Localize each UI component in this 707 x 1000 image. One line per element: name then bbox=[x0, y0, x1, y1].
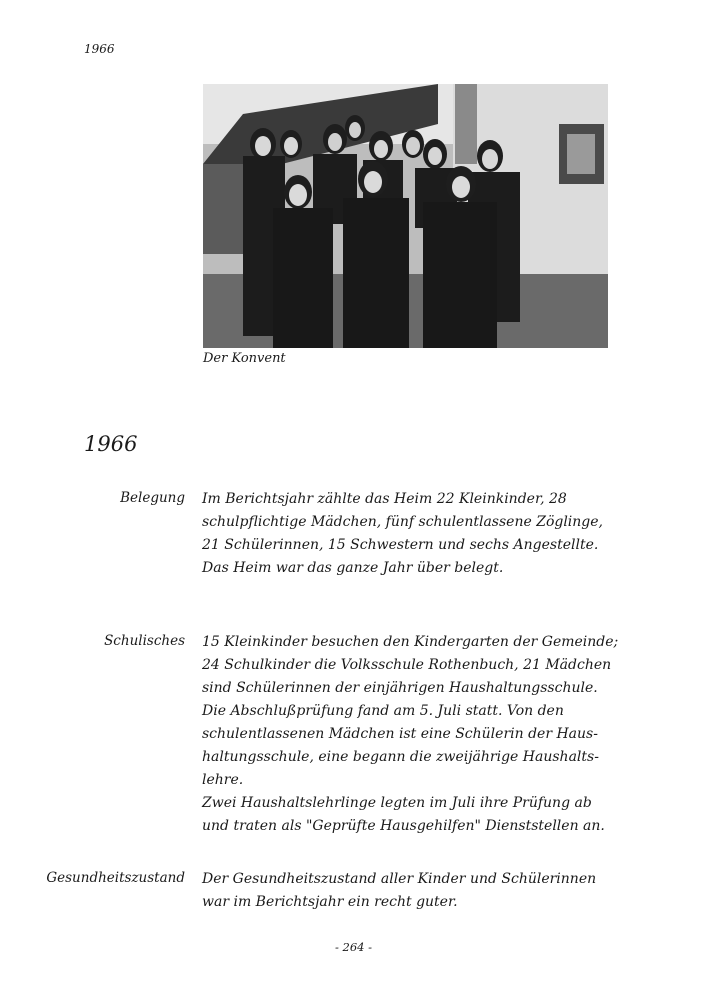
text-line: schulentlassenen Mädchen ist eine Schülerin der Haus- bbox=[202, 726, 598, 742]
convent-group-photo bbox=[203, 84, 608, 348]
text-line: haltungsschule, eine begann die zweijährige Haushalts- bbox=[202, 749, 599, 765]
photo-caption: Der Konvent bbox=[203, 351, 286, 366]
text-line: Im Berichtsjahr zählte das Heim 22 Kleinkinder, 28 bbox=[202, 491, 567, 507]
text-line: Das Heim war das ganze Jahr über belegt. bbox=[202, 560, 504, 576]
paragraph-schulisches bbox=[202, 631, 632, 838]
label-belegung: Belegung bbox=[120, 490, 185, 506]
text-line: Die Abschlußprüfung fand am 5. Juli statt. Von den bbox=[202, 703, 564, 719]
text-line: 15 Kleinkinder besuchen den Kindergarten der Gemeinde; bbox=[202, 634, 619, 650]
text-line: lehre. bbox=[202, 772, 244, 788]
text-line: Der Gesundheitszustand aller Kinder und Schülerinnen bbox=[202, 871, 597, 887]
page-number: - 264 - bbox=[334, 940, 373, 954]
paragraph-belegung bbox=[202, 488, 632, 580]
text-line: war im Berichtsjahr ein recht guter. bbox=[202, 894, 458, 910]
text-line: 24 Schulkinder die Volksschule Rothenbuch, 21 Mädchen bbox=[202, 657, 612, 673]
running-header-year: 1966 bbox=[84, 42, 115, 56]
text-line: sind Schülerinnen der einjährigen Haushaltungsschule. bbox=[202, 680, 598, 696]
label-schulisches: Schulisches bbox=[104, 633, 185, 649]
text-line: 21 Schülerinnen, 15 Schwestern und sechs Angestellte. bbox=[202, 537, 599, 553]
paragraph-gesundheitszustand bbox=[202, 868, 632, 914]
text-line: und traten als "Geprüfte Hausgehilfen" Dienststellen an. bbox=[202, 818, 605, 834]
section-year-heading: 1966 bbox=[84, 432, 138, 456]
label-gesundheitszustand: Gesundheitszustand bbox=[46, 870, 185, 886]
text-line: schulpflichtige Mädchen, fünf schulentlassene Zöglinge, bbox=[202, 514, 604, 530]
text-line: Zwei Haushaltslehrlinge legten im Juli ihre Prüfung ab bbox=[202, 795, 592, 811]
